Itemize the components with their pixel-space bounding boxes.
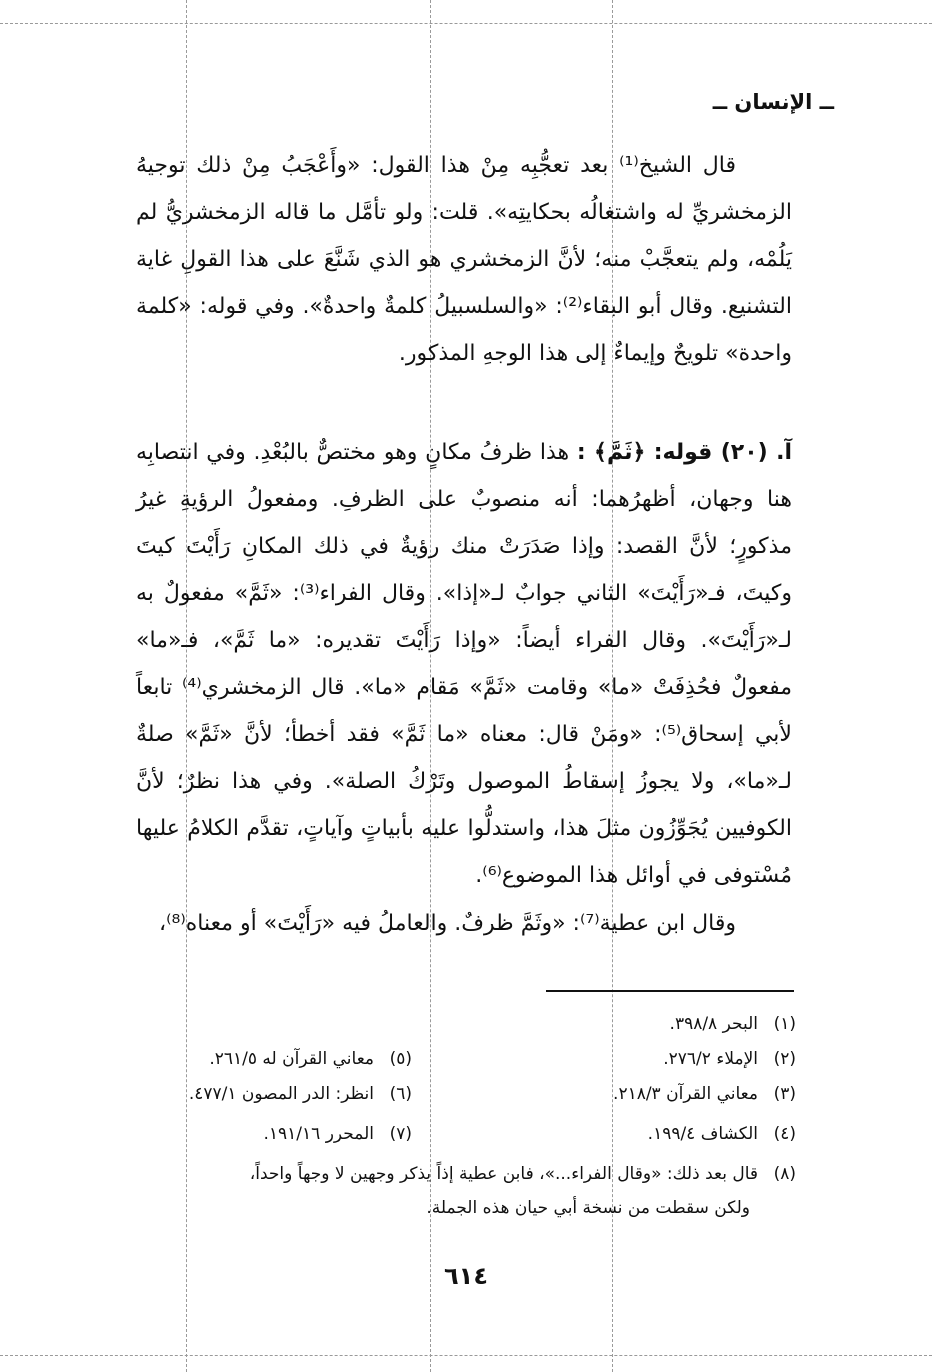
guide-line: [0, 1355, 932, 1356]
footnote-separator: [546, 990, 794, 992]
verse-lead: آ. (٢٠) قوله: ﴿ثَمَّ﴾ :: [576, 440, 792, 465]
footnote-8: (٨)قال بعد ذلك: «وقال الفراء...»، فابن عطية إذاً يذكر وجهين لا وجهاً واحداً، ولكن سقطت من نسخة أبي حيان هذه الجملة.: [136, 1157, 796, 1225]
footnote-8-continuation: ولكن سقطت من نسخة أبي حيان هذه الجملة.: [426, 1198, 750, 1218]
footnote-1: (١)البحر ٣٩٨/٨.: [669, 1014, 796, 1034]
footnote-5: (٥)معاني القرآن له ٢٦١/٥.: [209, 1049, 412, 1069]
paragraph-1: قال الشيخ⁽¹⁾ بعد تعجُّبِه مِنْ هذا القول: «وأَعْجَبُ مِنْ ذلك توجيهُ الزمخشريِّ له واشتغالُه بحكايتِه». قلت: ولو تأمَّل ما قاله الزمخشريُّ لم يَلُمْه، ولم يتعجَّبْ منه؛ لأنَّ الزمخشري هو الذي شَنَّعَ على هذا القولِ غاية التشنيع. وقال أبو البقاء⁽²⁾: «والسلسبيلُ كلمةٌ واحدةٌ». وفي قوله: «كلمة واحدة» تلويحٌ وإيماءٌ إلى هذا الوجهِ المذكور.: [136, 153, 792, 366]
guide-line: [0, 23, 932, 24]
paragraph-2-text: هذا ظرفُ مكانٍ وهو مختصٌّ بالبُعْدِ. وفي انتصابِه هنا وجهان، أظهرُهما: أنه منصوبٌ على الظرفِ. ومفعولُ الرؤيةِ غيرُ مذكورٍ؛ لأنَّ القصد: وإذا صَدَرَتْ منك رؤيةٌ في ذلك المكانِ رَأَيْتَ كيتَ وكيتَ، فـ«رَأَيْتَ» الثاني جوابٌ لـ«إذا». وقال الفراء⁽³⁾: «ثَمَّ» مفعولٌ به لـ«رَأَيْتَ». وقال الفراء أيضاً: «وإذا رَأَيْتَ تقديره: «ما ثَمَّ»، فـ«ما» مفعولٌ فحُذِفَتْ «ما» وقامت «ثَمَّ» مَقام «ما». قال الزمخشري⁽⁴⁾ تابعاً لأبي إسحاق⁽⁵⁾: «ومَنْ قال: معناه «ما ثَمَّ» فقد أخطأ؛ لأنَّ «ثَمَّ» صلةٌ لـ«ما»، ولا يجوزُ إسقاطُ الموصول وتَرْكُ الصلة». وفي هذا نظرٌ؛ لأنَّ الكوفيين يُجَوِّزُون مثلَ هذا، واستدلُّوا عليه بأبياتٍ وآياتٍ، تقدَّم الكلامُ عليها مُسْتوفى في أوائل هذا الموضوع⁽⁶⁾.: [136, 440, 792, 888]
footnote-3: (٣)معاني القرآن ٢١٨/٣.: [613, 1084, 796, 1104]
running-header: ــ الإنسان ــ: [712, 90, 834, 114]
footnote-2: (٢)الإملاء ٢٧٦/٢.: [663, 1049, 796, 1069]
page-number: ٦١٤: [444, 1262, 488, 1290]
paragraph-2: [136, 429, 792, 899]
footnote-4: (٤)الكشاف ١٩٩/٤.: [647, 1124, 796, 1144]
footnote-6: (٦)انظر: الدر المصون ٤٧٧/١.: [188, 1084, 412, 1104]
footnote-7: (٧)المحرر ١٩١/١٦.: [263, 1124, 412, 1144]
paragraph-3: وقال ابن عطية⁽⁷⁾: «وثَمَّ ظرفٌ. والعاملُ فيه «رَأَيْتَ» أو معناه⁽⁸⁾،: [159, 911, 736, 936]
